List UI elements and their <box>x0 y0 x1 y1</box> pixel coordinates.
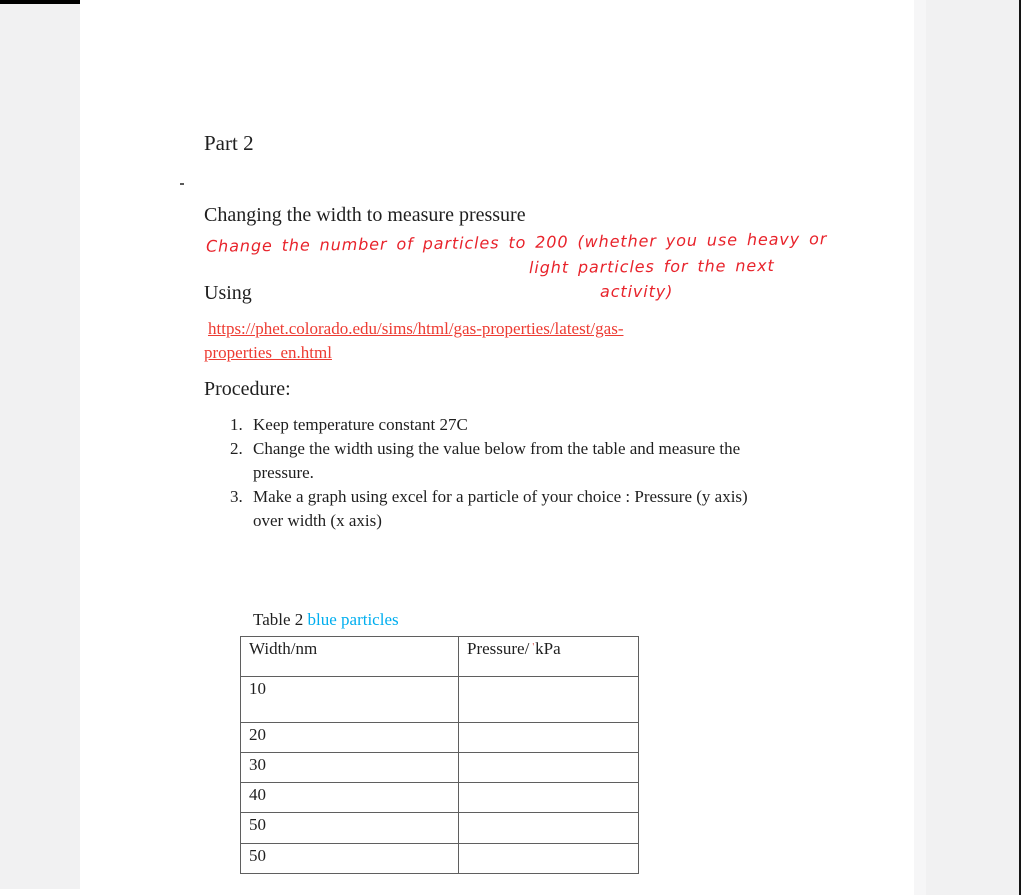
pressure-cell[interactable] <box>459 783 639 813</box>
stray-mark <box>180 183 184 185</box>
handwritten-annotation-line-3: activity) <box>600 282 674 301</box>
pressure-cell[interactable] <box>459 844 639 874</box>
procedure-item-1 <box>230 413 748 437</box>
procedure-item-3 <box>230 485 748 533</box>
handwritten-annotation-line-1: Change the number of particles to 200 (whether you use heavy or <box>205 229 828 256</box>
table-row <box>241 677 639 723</box>
phet-simulation-link-line-1[interactable]: https://phet.colorado.edu/sims/html/gas-properties/latest/gas- <box>208 319 624 338</box>
results-table <box>240 636 639 874</box>
table-caption-highlight: blue particles <box>307 610 399 629</box>
width-cell: 40 <box>241 783 459 813</box>
table-row <box>241 844 639 874</box>
procedure-item-text: Change the width using the value below from the table and measure the <box>253 439 741 458</box>
using-label: Using <box>204 282 252 304</box>
pressure-cell[interactable] <box>459 723 639 753</box>
page-edge-glow <box>914 0 926 895</box>
procedure-item-2 <box>230 437 748 485</box>
width-cell: 30 <box>241 753 459 783</box>
pressure-cell[interactable] <box>459 753 639 783</box>
table-caption-prefix: Table 2 <box>253 610 308 629</box>
table-header-pressure <box>459 637 639 677</box>
procedure-item-text: pressure. <box>253 463 314 482</box>
phet-simulation-link-line-2[interactable]: properties_en.html <box>204 343 332 362</box>
section-title: Part 2 <box>204 131 254 155</box>
procedure-item-text: Make a graph using excel for a particle of your choice : Pressure (y axis) <box>253 487 748 506</box>
activity-heading: Changing the width to measure pressure <box>204 204 526 226</box>
table-caption <box>253 610 399 630</box>
procedure-item-number: 3. <box>230 487 243 506</box>
pressure-cell[interactable] <box>459 677 639 723</box>
document-page <box>80 0 914 895</box>
width-cell: 20 <box>241 723 459 753</box>
procedure-item-number: 1. <box>230 415 243 434</box>
table-header-width: Width/nm <box>241 637 459 677</box>
width-cell: 50 <box>241 813 459 844</box>
procedure-item-text: over width (x axis) <box>253 511 382 530</box>
procedure-label: Procedure: <box>204 378 291 400</box>
table-row <box>241 753 639 783</box>
table-row <box>241 783 639 813</box>
pressure-cell[interactable] <box>459 813 639 844</box>
procedure-list <box>230 413 748 533</box>
procedure-item-text: Keep temperature constant 27C <box>253 415 468 434</box>
width-cell: 50 <box>241 844 459 874</box>
red-insertion-mark: ' <box>532 642 535 653</box>
handwritten-annotation-line-2: light particles for the next <box>528 255 775 278</box>
procedure-item-number: 2. <box>230 439 243 458</box>
bottom-white-strip <box>0 889 80 895</box>
table-row <box>241 813 639 844</box>
pressure-header-unit: kPa <box>535 639 561 658</box>
table-row <box>241 723 639 753</box>
pressure-header-prefix: Pressure/ <box>467 639 530 658</box>
width-cell: 10 <box>241 677 459 723</box>
table-header-row <box>241 637 639 677</box>
